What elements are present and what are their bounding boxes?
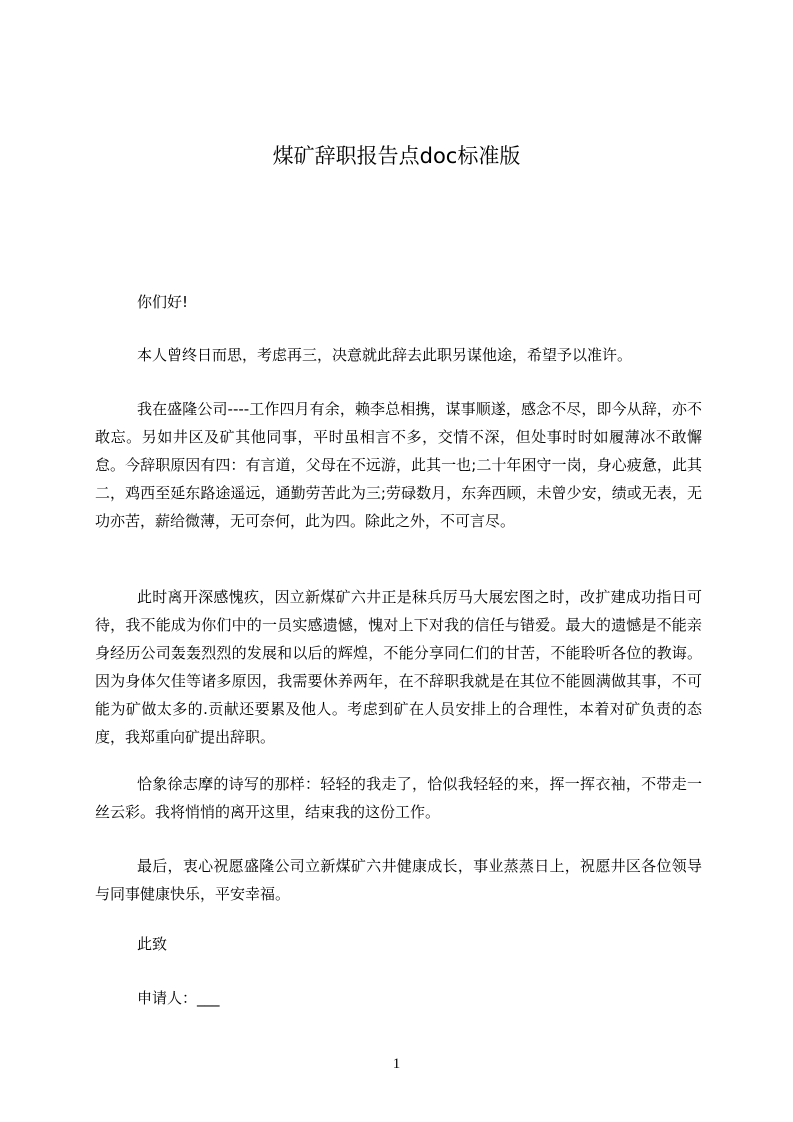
document-title: 煤矿辞职报告点doc标准版 (272, 144, 521, 168)
poem-paragraph: 恰象徐志摩的诗写的那样：轻轻的我走了，恰似我轻轻的来，挥一挥衣袖，不带走一丝云彩。我将悄悄的离开这里，结束我的这份工作。 (95, 775, 702, 821)
regret-paragraph: 此时离开深感愧疚，因立新煤矿六井正是秣兵厉马大展宏图之时，改扩建成功指日可待，我不能成为你们中的一员实感遗憾，愧对上下对我的信任与错爱。最大的遗憾是不能亲身经历公司轰轰烈烈的发展和以后的辉煌，不能分享同仁们的甘苦，不能聆听各位的教诲。因为身体欠佳等诸多原因，我需要休养两年，在不辞职我就是在其位不能圆满做其事，不可能为矿做太多的.贡献还要累及他人。考虑到矿在人员安排上的合理性，本着对矿负责的态度，我郑重向矿提出辞职。 (95, 588, 702, 746)
reasons-paragraph: 我在盛隆公司----工作四月有余，赖李总相携，谋事顺遂，感念不尽，即今从辞，亦不敢忘。另如井区及矿其他同事，平时虽相言不多，交情不深，但处事时时如履薄冰不敢懈怠。今辞职原因有四：有言道，父母在不远游，此其一也;二十年困守一岗，身心疲惫，此其二，鸡西至延东路途遥远，通勤劳苦此为三;劳碌数月，东奔西顾，未曾少安，绩或无表，无功亦苦，薪给微薄，无可奈何，此为四。除此之外，不可言尽。 (95, 400, 702, 530)
greeting-paragraph: 你们好! (137, 293, 189, 311)
applicant-signature-line: 申请人：___ (137, 989, 220, 1007)
wishes-paragraph: 最后，衷心祝愿盛隆公司立新煤矿六井健康成长，事业蒸蒸日上，祝愿井区各位领导与同事健康快乐，平安幸福。 (95, 857, 702, 903)
intent-paragraph: 本人曾终日而思，考虑再三，决意就此辞去此职另谋他途，希望予以准许。 (137, 346, 633, 364)
salutation-paragraph: 此致 (137, 935, 168, 953)
page-number: 1 (392, 1056, 401, 1072)
